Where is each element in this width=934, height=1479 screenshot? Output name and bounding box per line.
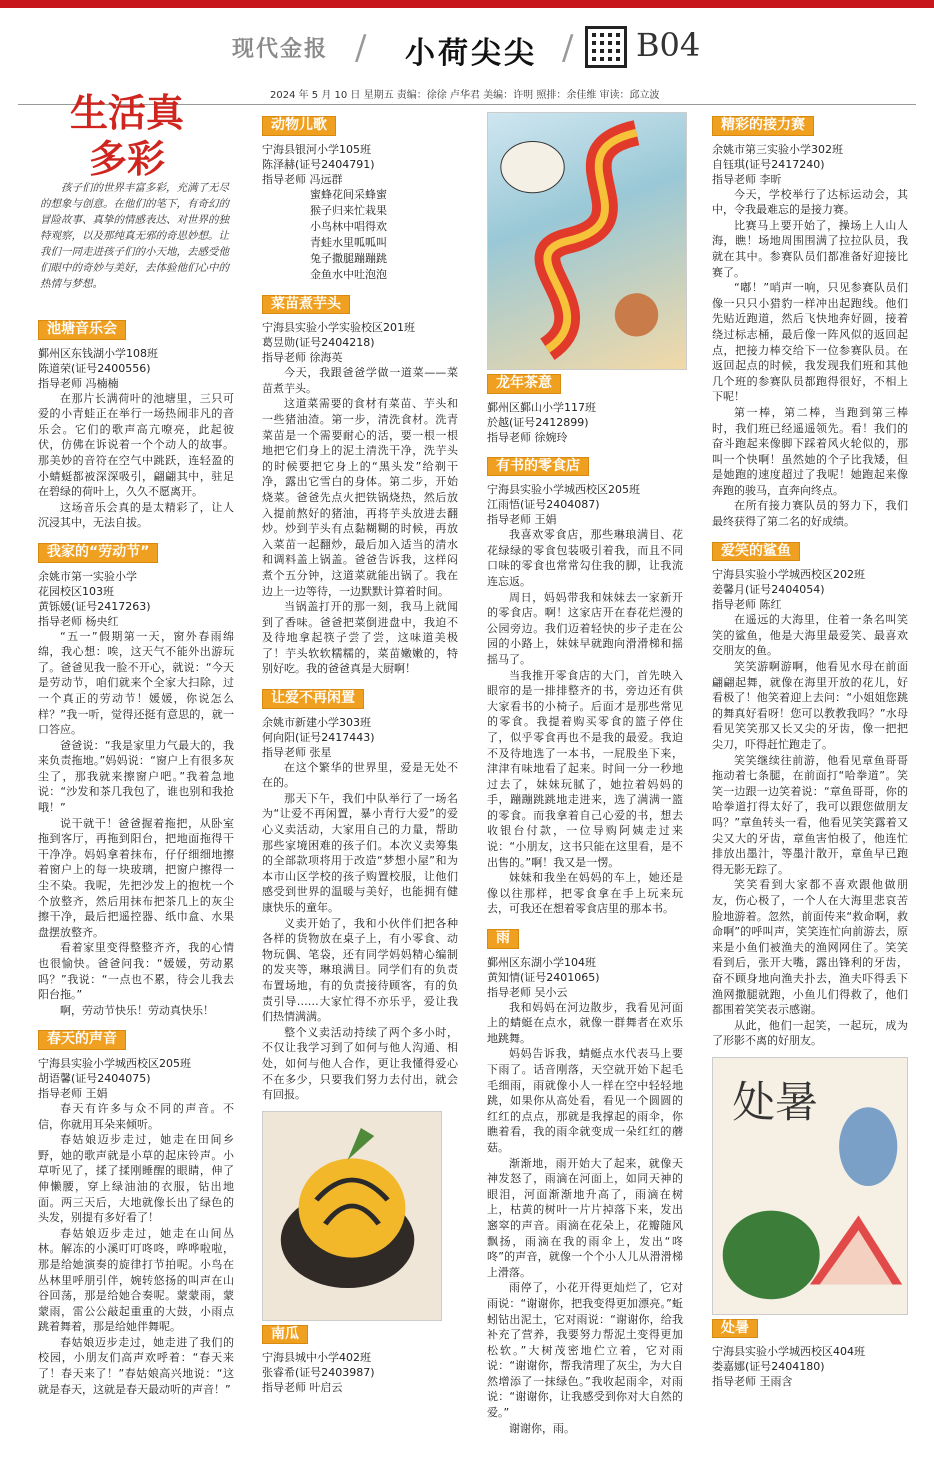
paragraph: 当锅盖打开的那一刻，我马上就闻到了香味。爸爸把菜倒进盘中，我迫不及待地拿起筷子尝了尝，这味道美极了！芋头软软糯糯的，菜苗嫩嫩的，特别好吃。我的爸爸真是大厨啊！ [262, 600, 458, 676]
article [487, 925, 683, 1436]
byline-line: 陈泽赫(证号2404791) [262, 157, 375, 171]
article-byline [487, 955, 683, 1000]
article-title: 我家的“劳动节” [38, 543, 158, 563]
byline-line: 胡语馨(证号2404075) [38, 1071, 151, 1085]
article-title: 爱笑的鲨鱼 [712, 542, 800, 562]
article [262, 1111, 458, 1396]
byline-line: 指导老师 杨央红 [38, 614, 119, 628]
article-body [262, 760, 458, 1103]
paragraph: “五一”假期第一天，窗外春雨绵绵，我心想：唉，这天气不能外出游玩了。爸爸见我一脸不开心，就说：“今天是劳动节，咱们就来个全家大扫除，过一个真正的劳动节！媛媛，你说怎么样？”我一听，觉得还挺有意思的，就一口答应。 [38, 629, 234, 737]
paragraph: 春天有许多与众不同的声音。不信，你就用耳朵来倾听。 [38, 1101, 234, 1131]
article [262, 112, 458, 283]
byline-line: 指导老师 徐海英 [262, 351, 343, 365]
poem-body [262, 187, 458, 283]
article-title: 春天的声音 [38, 1030, 126, 1050]
byline-line: 指导老师 冯楠楠 [38, 376, 119, 390]
section-title: 小荷尖尖 [405, 36, 537, 71]
paragraph: “嘟！”哨声一响，只见参赛队员们像一只只小猎豹一样冲出起跑线。他们先贴近跑道，然后飞快地奔好圆，接着绕过标志桶，最后像一阵风似的返回起点，把接力棒交给下一位参赛队员。在返回起点的时候，我发现我们班和其他几个班的参赛队员都跑得很好，不相上下呢！ [712, 281, 908, 404]
dateline: 2024 年 5 月 10 日 星期五 责编：徐徐 卢华君 美编：许明 照排：余佳维 审读：邱立波 [270, 90, 660, 101]
byline-line: 张睿希(证号2403987) [262, 1366, 375, 1380]
byline-line: 葛昱勋(证号2404218) [262, 336, 375, 350]
byline-line: 鄞州区东湖小学104班 [487, 955, 596, 969]
byline-line: 花园校区103班 [38, 584, 114, 598]
article [262, 685, 458, 1103]
article-byline [487, 482, 683, 527]
paragraph: 义卖开始了，我和小伙伴们把各种各样的货物放在桌子上，有小零食、动物玩偶、笔袋，还有同学妈妈精心编制的发夹等，琳琅满目。同学们有的负责布置场地，有的负责接待顾客，有的负责引导……大家忙得不亦乐乎，爱让我们热情满满。 [262, 916, 458, 1024]
paragraph: 这场音乐会真的是太精彩了，让人沉浸其中，无法自拔。 [38, 500, 234, 530]
article-body [487, 1000, 683, 1437]
byline-line: 余姚市新建小学303班 [262, 715, 371, 729]
svg-text:处暑: 处暑 [732, 1077, 818, 1129]
article-byline [262, 715, 458, 760]
paragraph: 妈妈告诉我，蜻蜓点水代表马上要下雨了。话音刚落，天空就开始下起毛毛细雨，雨就像小人一样在空中轻轻地跳，如果你从高处看，看见一个圆圆的红红的点点，那就是我撑起的雨伞，你瞧着看，我的雨伞就变成一朵红红的蘑菇。 [487, 1047, 683, 1154]
article-body [712, 612, 908, 1049]
paragraph: 在遥远的大海里，住着一条名叫笑笑的鲨鱼，他是大海里最爱笑、最喜欢交朋友的鱼。 [712, 613, 908, 658]
paragraph: 那天下午，我们中队举行了一场名为“让爱不再闲置，暴小青行大爱”的爱心义卖活动，大家用自己的力量，帮助那些家境困难的孩子们。本次义卖筹集的全部款项将用于改造“梦想小屋”和为本市山区学校的孩子购置校服，让他们感受到世界的温暖与美好，也能拥有健康快乐的童年。 [262, 791, 458, 914]
article-body [487, 527, 683, 917]
article [712, 112, 908, 530]
article-body [262, 365, 458, 677]
article [262, 291, 458, 677]
article-title: 龙年茶意 [487, 374, 561, 394]
paragraph: 在所有接力赛队员的努力下，我们最终获得了第二名的好成绩。 [712, 499, 908, 529]
article-byline [38, 1056, 234, 1101]
article-title: 有书的零食店 [487, 457, 589, 477]
paragraph: 春姑娘迈步走过，她走在山间丛林。解冻的小溪叮叮咚咚，哗哗啦啦，那是给她演奏的旋律打节拍呢。小鸟在丛林里呼朋引伴，婉转悠扬的叫声在山谷回荡，那是给她合奏呢。蒙蒙雨，蒙蒙雨，雷公公敲起重重的大鼓，小雨点跳着舞着，那是给她伴舞呢。 [38, 1226, 234, 1334]
article-byline [262, 1350, 458, 1395]
top-red-bar [0, 0, 934, 8]
byline-line: 鄞州区东钱湖小学108班 [38, 346, 158, 360]
byline-line: 宁海县实验小学城西校区205班 [38, 1056, 191, 1070]
paragraph: 这道菜需要的食材有菜苗、芋头和一些猪油渣。第一步，清洗食材。洗青菜苗是一个需要耐心的活，要一根一根地把它们身上的泥土清洗干净，洗芋头的时候要把它身上的“黑头发”给剃干净，露出它雪白的身体。第二步，开始烧菜。爸爸先点火把铁锅烧热，然后放入提前熬好的猪油，再将芋头放进去翻炒。炒到芋头有点黏糊糊的时候，再放入菜苗一起翻炒，最后加入适当的清水和调料盖上锅盖。爸爸告诉我，这样闷煮个五分钟，这道菜就能出锅了。我在边上一边等待，一边默默计算着时间。 [262, 397, 458, 598]
paragraph: 整个义卖活动持续了两个多小时，不仅让我学习到了如何与他人沟通、相处，如何与他人合作，更让我懂得爱心不在多少，只要我们努力去付出，就会有回报。 [262, 1025, 458, 1102]
byline-line: 宁海县实验小学城西校区404班 [712, 1345, 865, 1359]
article-body [38, 391, 234, 531]
paragraph: 在这个繁华的世界里，爱是无处不在的。 [262, 760, 458, 790]
column-4 [712, 112, 908, 1397]
article-title: 雨 [487, 929, 519, 949]
paragraph: 妹妹和我坐在妈妈的车上，她还是像以往那样，把零食拿在手上玩来玩去，可我还在想着零食店里的那本书。 [487, 871, 683, 916]
byline-line: 娄嘉娜(证号2404180) [712, 1360, 825, 1374]
byline-line: 宁海县实验小学城西校区202班 [712, 568, 865, 582]
masthead-slash: / [562, 28, 574, 68]
newspaper-logo: 现代金报 [232, 36, 329, 62]
byline-line: 指导老师 陈红 [712, 598, 782, 612]
article-byline [712, 567, 908, 612]
article-body [38, 629, 234, 1019]
paragraph: 笑笑继续往前游，他看见章鱼哥哥拖动着七条腿，在前面打“哈拳道”。笑笑一边跟一边笑着说：“章鱼哥哥，你的哈拳道打得太好了，我可以跟您做朋友吗？”章鱼转头一看，他看见笑笑露着又尖又大的牙齿，章鱼害怕极了，他连忙排放出墨汁，等墨汁散开，章鱼早已跑得无影无踪了。 [712, 753, 908, 876]
byline-line: 黄知情(证号2401065) [487, 970, 600, 984]
poem-line: 青蛙水里呱呱叫 [310, 235, 387, 249]
byline-line: 指导老师 叶启云 [262, 1381, 343, 1395]
byline-line: 指导老师 王雨含 [712, 1375, 793, 1389]
pumpkin-drawing [263, 1112, 441, 1320]
paragraph: 雨停了，小花开得更灿烂了，它对雨说：“谢谢你，把我变得更加漂亮。”蚯蚓钻出泥土，它对雨说：“谢谢你，给我补充了营养，我要努力帮泥土变得更加松软。”大树茂密地伫立着，它对雨说：“谢谢你，帮我清理了灰尘，为大自然增添了一抹绿色。”我收起雨伞，对雨说：“谢谢你，让我感受到你对大自然的爱。” [487, 1281, 683, 1420]
article-body [712, 187, 908, 530]
paragraph: 春姑娘迈步走过，她走在田间乡野，她的歌声就是小草的起床铃声。小草听见了，揉了揉刚睡醒的眼睛，伸了伸懒腰，穿上绿油油的衣服，钻出地面。两三天后，大地就像长出了绿色的头发，别提有多好看了！ [38, 1133, 234, 1225]
article [487, 453, 683, 917]
article-byline [262, 320, 458, 365]
byline-line: 指导老师 王娟 [487, 513, 557, 527]
byline-line: 黄铄媛(证号2417263) [38, 599, 151, 613]
poem-line: 蜜蜂花间采蜂蜜 [310, 187, 387, 201]
byline-line: 指导老师 李昕 [712, 172, 782, 186]
paragraph: 今天，我跟爸爸学做一道菜——菜苗煮芋头。 [262, 366, 458, 395]
qr-code-icon[interactable] [585, 26, 627, 68]
dragon-drawing [488, 113, 686, 369]
paragraph: 爸爸说：“我是家里力气最大的，我来负责拖地。”妈妈说：“窗户上有很多灰尘了，那我就来擦窗户吧。”我着急地说：“沙发和茶几我包了，谁也别和我抢哦！” [38, 738, 234, 815]
paragraph: 渐渐地，雨开始大了起来，就像天神发怒了，雨滴在河面上，如同天神的眼泪，河面渐渐地升高了，雨滴在树上，枯黄的树叶一片片掉落下来，发出窸窣的声音。雨滴在花朵上，花瓣随风飘扬，雨滴在我的雨伞上，发出“咚咚”的声音，就像一个个小人儿从滑滑梯上滑落。 [487, 1156, 683, 1279]
article [487, 112, 683, 445]
hero-title: 生活真多彩 [69, 90, 184, 181]
byline-line: 江雨悟(证号2404087) [487, 498, 600, 512]
paragraph: 春姑娘迈步走过，她走进了我们的校园，小朋友们高声欢呼着：“春天来了！春天来了！”春姑娘高兴地说：“这就是春天，这就是春天最动听的声音！” [38, 1335, 234, 1396]
paragraph: 笑笑看到大家都不喜欢跟他做朋友，伤心极了，一个人在大海里悲哀苦脸地游着。忽然，前面传来“救命啊，救命啊”的呼叫声，笑笑连忙向前游去，原来是小鱼们被渔夫的渔网网住了。笑笑看到后，张开大嘴，露出锋利的牙齿，奋不顾身地向渔夫扑去，渔夫吓得丢下渔网撒腿就跑，小鱼儿们得救了，他们都围着笑笑表示感谢。 [712, 878, 908, 1017]
poem-line: 小鸟林中唱得欢 [310, 219, 387, 233]
poem-line: 兔子撒腿蹦蹦跳 [310, 251, 387, 265]
article-byline [712, 1344, 908, 1389]
byline-line: 於越(证号2412899) [487, 415, 589, 429]
byline-line: 宁海县城中小学402班 [262, 1351, 371, 1365]
article-title: 南瓜 [262, 1325, 308, 1345]
page-number: B04 [636, 26, 701, 64]
article-title: 池塘音乐会 [38, 320, 126, 340]
summer-drawing [713, 1058, 907, 1314]
paragraph: 啊，劳动节快乐！劳动真快乐！ [60, 1003, 214, 1017]
paragraph: 从此，他们一起笑，一起玩，成为了形影不离的好朋友。 [712, 1018, 908, 1048]
byline-line: 余姚市第一实验小学 [38, 569, 137, 583]
paragraph: 谢谢你，雨。 [509, 1421, 575, 1435]
article-title: 菜苗煮芋头 [262, 295, 350, 315]
article-byline [38, 569, 234, 629]
byline-line: 何向阳(证号2417443) [262, 730, 375, 744]
article-title: 处暑 [712, 1319, 758, 1339]
byline-line: 鄞州区鄞山小学117班 [487, 400, 596, 414]
byline-line: 指导老师 张星 [262, 745, 332, 759]
byline-line: 姜馨月(证号2404054) [712, 583, 825, 597]
article-title: 让爱不再闲置 [262, 689, 364, 709]
byline-line: 自钰琪(证号2417240) [712, 157, 825, 171]
article-title: 精彩的接力赛 [712, 116, 814, 136]
paragraph: 今天，学校举行了达标运动会，其中，令我最难忘的是接力赛。 [712, 187, 908, 217]
paragraph: 我喜欢零食店，那些琳琅满目、花花绿绿的零食包装吸引着我，而且不同口味的零食也常常勾住我的脚，让我流连忘返。 [487, 528, 683, 588]
paragraph: 看着家里变得整整齐齐，我的心情也很愉快。爸爸问我：“媛媛，劳动累吗？”我说：“一点也不累，待会儿我去阳台拖。” [38, 941, 234, 1002]
paragraph: 当我推开零食店的大门，首先映入眼帘的是一排排整齐的书，旁边还有供大家看书的小椅子。后面才是那些常见的零食。我提着购买零食的篮子停住了，似乎零食再也不是我的最爱。我迫不及待地选了一本书，一屁股坐下来，津津有味地看了起来。时间一分一秒地过去了，妹妹玩腻了，她拉着妈妈的手，蹦蹦跳跳地走进来，选了满满一篮的零食。而我拿着自己心爱的书，想去收银台付款，一位导购阿姨走过来说：“小朋友，这书只能在这里看，是不出售的。”啊！我又是一愣。 [487, 668, 683, 869]
article [38, 1026, 234, 1397]
paragraph: 比赛马上要开始了，操场上人山人海，瞧！场地周围围满了拉拉队员，我就在其中。参赛队员们都准备好迎接比赛了。 [712, 218, 908, 279]
byline-line: 宁海县银河小学105班 [262, 142, 371, 156]
byline-line: 宁海县实验小学实验校区201班 [262, 321, 415, 335]
paragraph: 笑笑游啊游啊，他看见水母在前面翩翩起舞，就像在海里开放的花儿，好看极了！他笑着迎上去问：“小姐姐您跳的舞真好看呀！您可以教教我吗？”水母看见笑笑那又长又尖的牙齿，像一把把尖刀，吓得赶忙跑走了。 [712, 660, 908, 751]
article-byline [487, 400, 683, 445]
byline-line: 指导老师 徐婉玲 [487, 430, 568, 444]
summer-illustration [712, 1057, 908, 1315]
column-1 [38, 316, 234, 1405]
article [38, 539, 234, 1018]
paragraph: 周日，妈妈带我和妹妹去一家新开的零食店。啊！这家店开在春花烂漫的公园旁边。我们迈着轻快的步子走在公园的小路上，妹妹早就跑向滑滑梯和摇摇马了。 [487, 590, 683, 666]
article-body [38, 1101, 234, 1397]
poem-line: 金鱼水中吐泡泡 [310, 267, 387, 281]
article-title: 动物儿歌 [262, 116, 336, 136]
byline-line: 余姚市第三实验小学302班 [712, 142, 843, 156]
hero-intro: 孩子们的世界丰富多彩，充满了无尽的想象与创意。在他们的笔下，有奇幻的冒险故事、真挚的情感表达、对世界的独特观察，以及那纯真无邪的奇思妙想。让我们一同走进孩子们的小天地，去感受他们眼中的奇妙与美好，去体验他们心中的热情与梦想。 [40, 182, 229, 290]
column-3 [487, 112, 683, 1444]
article-byline [38, 346, 234, 391]
paragraph: 在那片长满荷叶的池塘里，三只可爱的小青蛙正在举行一场热闹非凡的音乐会。它们的歌声高亢嘹亮，此起彼伏，仿佛在诉说着一个个动人的故事。那美妙的音符在空气中跳跃，连轻盈的小蜻蜓都被深深吸引，翩翩其中，驻足在碧绿的荷叶上，久久不愿离开。 [38, 391, 234, 499]
byline-line: 指导老师 冯远群 [262, 172, 343, 186]
byline-line: 指导老师 吴小云 [487, 985, 568, 999]
dragon-illustration [487, 112, 687, 370]
article-byline [262, 142, 458, 187]
article [712, 1057, 908, 1390]
byline-line: 宁海县实验小学城西校区205班 [487, 483, 640, 497]
article [712, 538, 908, 1049]
paragraph: 我和妈妈在河边散步，我看见河面上的蜻蜓在点水，就像一群舞者在欢乐地跳舞。 [487, 1000, 683, 1045]
pumpkin-illustration [262, 1111, 442, 1321]
paragraph: 说干就干！爸爸握着拖把，从卧室拖到客厅，再拖到阳台，把地面拖得干干净净。妈妈拿着抹布，仔仔细细地擦着窗户上的每一块玻璃，把窗户擦得一尘不染。我呢，先把沙发上的抱枕一个个放整齐，然后用抹布把茶几上的灰尘擦干净，最后把遥控器、纸巾盒、水果盘摆放整齐。 [38, 816, 234, 939]
masthead-slash: / [355, 28, 367, 68]
byline-line: 陈道荣(证号2400556) [38, 361, 151, 375]
article [38, 316, 234, 531]
article-byline [712, 142, 908, 187]
byline-line: 指导老师 王娟 [38, 1086, 108, 1100]
poem-line: 猴子归来忙栽果 [310, 203, 387, 217]
column-2 [262, 112, 458, 1403]
paragraph: 第一棒，第二棒，当跑到第三棒时，我们班已经遥遥领先。看！我们的奋斗跑起来像脚下踩着风火轮似的，那叫一个快啊！虽然她的个子比我矮，但是她跑的速度超过了我呢！她跑起来像奔跑的骏马，直奔向终点。 [712, 405, 908, 497]
